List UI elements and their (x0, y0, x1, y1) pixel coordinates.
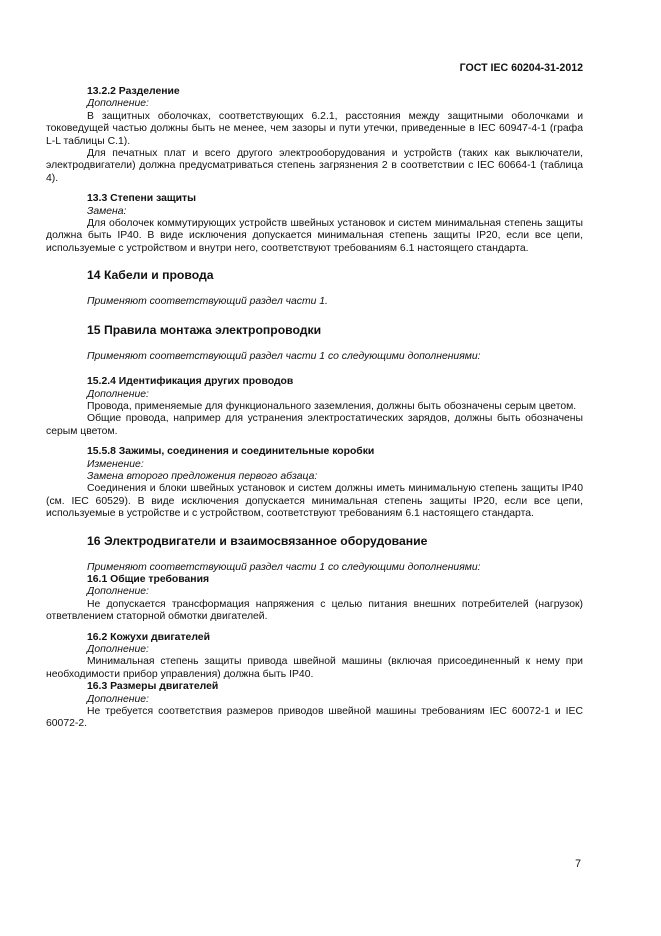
section-16-heading: 16 Электродвигатели и взаимосвязанное оборудование (87, 533, 428, 548)
section-13-3-paragraph-1: Для оболочек коммутирующих устройств швейных установок и систем минимальная степень защиты должна быть IP40. В виде исключения допускается минимальная степень защиты IP20, если все цепи, используемые с устройством и внутри него, соответствуют требованиям 6.1 настоящего стандарта. (46, 218, 583, 254)
section-16-2-note: Дополнение: (87, 644, 149, 655)
section-15-2-4-paragraph-1: Провода, применяемые для функционального заземления, должны быть обозначены серым цветом. (87, 400, 577, 412)
section-16-2-title: 16.2 Кожухи двигателей (87, 631, 210, 643)
section-16-3-note: Дополнение: (87, 693, 149, 705)
section-16-2-paragraph-1: Минимальная степень защиты привода швейной машины (включая присоединенный к нему при необходимости прибор управления) должна быть IP40. (46, 656, 583, 680)
page-number: 7 (575, 858, 581, 870)
section-13-2-2-paragraph-1: В защитных оболочках, соответствующих 6.2.1, расстояния между защитными оболочками и токоведущей частью должны быть не менее, чем зазоры и пути утечки, приведенные в IEC 60947-4-1 (графа L-L таблицы С.1). (46, 110, 583, 147)
section-14-heading: 14 Кабели и провода (87, 268, 214, 283)
section-15-2-4-note: Дополнение: (87, 388, 149, 400)
document-header: ГОСТ IEC 60204-31-2012 (459, 62, 583, 74)
section-16-note: Применяют соответствующий раздел части 1 со следующими дополнениями: (87, 561, 481, 573)
section-15-2-4-title: 15.2.4 Идентификация других проводов (87, 376, 294, 388)
section-16-1-title: 16.1 Общие требования (87, 573, 210, 585)
section-13-2-2-note: Дополнение: (87, 98, 149, 110)
section-15-2-4-paragraph-2: Общие провода, например для устранения электростатических зарядов, должны быть обозначены серым цветом. (46, 413, 583, 437)
section-15-note: Применяют соответствующий раздел части 1 со следующими дополнениями: (87, 350, 481, 362)
section-16-1-paragraph-1: Не допускается трансформация напряжения с целью питания внешних потребителей (нагрузок) ответвлением статорной обмотки двигателей. (46, 598, 583, 623)
section-16-3-title: 16.3 Размеры двигателей (87, 681, 219, 693)
document-body (46, 86, 583, 731)
section-13-3-title: 13.3 Степени защиты (87, 193, 197, 205)
section-15-5-8-note-1: Изменение: (87, 458, 144, 470)
section-15-heading: 15 Правила монтажа электропроводки (87, 322, 322, 337)
section-13-2-2-title: 13.2.2 Разделение (87, 86, 180, 97)
section-15-5-8-note-2: Замена второго предложения первого абзаца: (87, 470, 318, 482)
section-13-3-note: Замена: (87, 205, 127, 217)
section-14-note: Применяют соответствующий раздел части 1. (87, 296, 328, 308)
section-13-2-2-paragraph-2: Для печатных плат и всего другого электрооборудования и устройств (таких как выключатели, электродвигатели) должна предусматриваться степень загрязнения 2 в соответствии с IEC 60664-1 (таблица 4). (46, 148, 583, 184)
section-16-1-note: Дополнение: (87, 586, 149, 598)
section-16-3-paragraph-1: Не требуется соответствия размеров приводов швейной машины требованиям IEC 60072-1 и IEC 60072-2. (46, 706, 583, 730)
section-15-5-8-paragraph-1: Соединения и блоки швейных установок и систем должны иметь минимальную степень защиты IP40 (см. IEC 60529). В виде исключения допускается минимальная степень защиты IP20, если все цепи, используемые в устройстве и с устройством, соответствуют требованиям 6.1 настоящего стандарта. (46, 483, 583, 520)
section-15-5-8-title: 15.5.8 Зажимы, соединения и соединительные коробки (87, 446, 375, 458)
